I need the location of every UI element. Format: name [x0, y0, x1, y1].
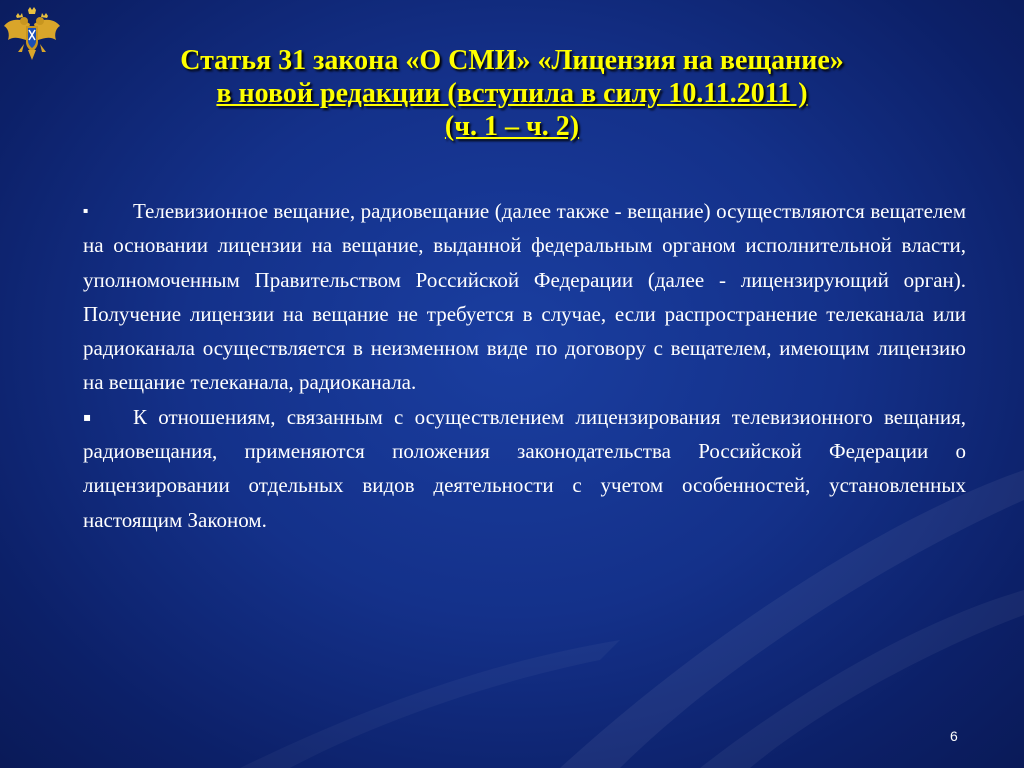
title-line-3: (ч. 1 – ч. 2) — [444, 111, 580, 142]
bullet-icon: ▪ — [83, 409, 92, 424]
slide-body — [83, 194, 966, 537]
paragraph-2 — [83, 400, 966, 537]
paragraph-1 — [83, 194, 966, 400]
double-headed-eagle-emblem-icon — [2, 6, 62, 66]
title-line-1: Статья 31 закона «О СМИ» «Лицензия на вещание» — [180, 45, 844, 76]
paragraph-2-text: К отношениям, связанным с осуществлением лицензирования телевизионного вещания, радиовещания, применяются положения законодательства Российской Федерации о лицензировании отдельных видов деятельности с учетом особенностей, установленных настоящим Законом. — [83, 404, 966, 532]
page-number: 6 — [950, 728, 958, 744]
title-line-2: в новой редакции (вступила в силу 10.11.2011 ) — [216, 78, 808, 109]
slide-title — [100, 44, 924, 143]
paragraph-1-text: Телевизионное вещание, радиовещание (далее также - вещание) осуществляются вещателем на основании лицензии на вещание, выданной федеральным органом исполнительной власти, уполномоченным Правительством Российской Федерации (далее - лицензирующий орган). Получение лицензии на вещание не требуется в случае, если распространение телеканала или радиоканала осуществляется в неизменном виде по договору с вещателем, имеющим лицензию на вещание телеканала, радиоканала. — [83, 199, 966, 395]
bullet-icon: ▪ — [83, 206, 89, 215]
